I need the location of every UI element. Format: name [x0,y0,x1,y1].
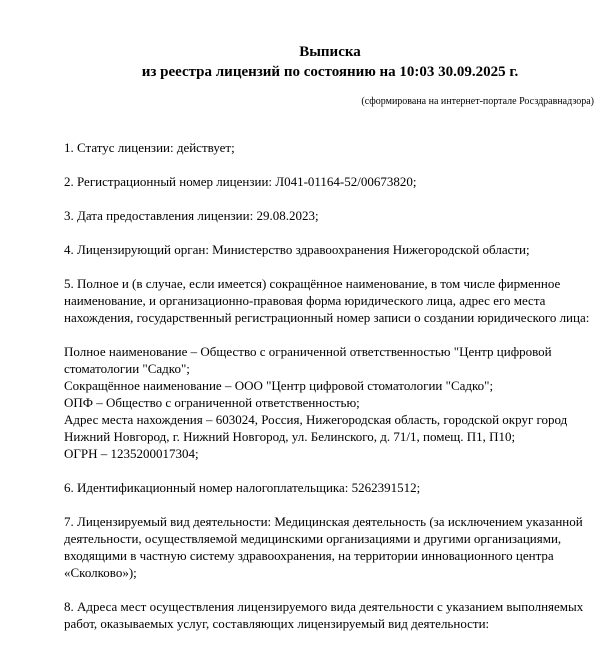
source-note: (сформирована на интернет-портале Росздравнадзора) [361,96,594,107]
document-title: Выписка [299,44,361,60]
license-issue-date-text: 3. Дата предоставления лицензии: 29.08.2023; [64,208,319,223]
document-body [64,139,604,649]
activity-addresses-line: 8. Адреса мест осуществления лицензируемого вида деятельности с указанием выполняемых [64,599,584,614]
ogrn: ОГРН – 1235200017304; [64,446,199,461]
licensing-body [64,241,604,258]
activity-addresses [64,598,604,632]
address-line: Нижний Новгород, г. Нижний Новгород, ул. Белинского, д. 71/1, помещ. П1, П10; [64,429,516,444]
document-subtitle-date: из реестра лицензий по состоянию на 10:03 30.09.2025 г. [141,64,519,80]
legal-entity-heading [64,275,604,326]
legal-entity-heading-line: нахождения, государственный регистрационный номер записи о создании юридического лица: [64,310,590,325]
license-status [64,139,604,156]
license-reg-number-text: 2. Регистрационный номер лицензии: Л041-01164-52/00673820; [64,174,417,189]
inn [64,479,604,496]
legal-form: ОПФ – Общество с ограниченной ответственностью; [64,395,360,410]
licensed-activity-line: 7. Лицензируемый вид деятельности: Медицинская деятельность (за исключением указанной [64,514,583,529]
license-status-text: 1. Статус лицензии: действует; [64,140,235,155]
license-issue-date [64,207,604,224]
full-name-line: Полное наименование – Общество с ограниченной ответственностью "Центр цифровой [64,344,552,359]
licensed-activity-line: входящими в частную систему здравоохранения, на территории инновационного центра [64,548,554,563]
full-name-line: стоматологии "Садко"; [64,361,190,376]
address-line: Адрес места нахождения – 603024, Россия, Нижегородская область, городской округ город [64,412,568,427]
activity-addresses-line: работ, оказываемых услуг, составляющих лицензируемый вид деятельности: [64,616,490,631]
short-name: Сокращённое наименование – ООО "Центр цифровой стоматологии "Садко"; [64,378,494,393]
legal-entity-heading-line: наименование, и организационно-правовая форма юридического лица, адрес его места [64,293,546,308]
legal-entity-details [64,343,604,462]
license-reg-number [64,173,604,190]
inn-text: 6. Идентификационный номер налогоплательщика: 5262391512; [64,480,421,495]
licensed-activity [64,513,604,581]
legal-entity-heading-line: 5. Полное и (в случае, если имеется) сокращённое наименование, в том числе фирменное [64,276,561,291]
licensed-activity-line: «Сколково»); [64,565,137,580]
licensed-activity-line: деятельности, осуществляемой медицинскими организациями и другими организациями, [64,531,562,546]
licensing-body-text: 4. Лицензирующий орган: Министерство здравоохранения Нижегородской области; [64,242,530,257]
